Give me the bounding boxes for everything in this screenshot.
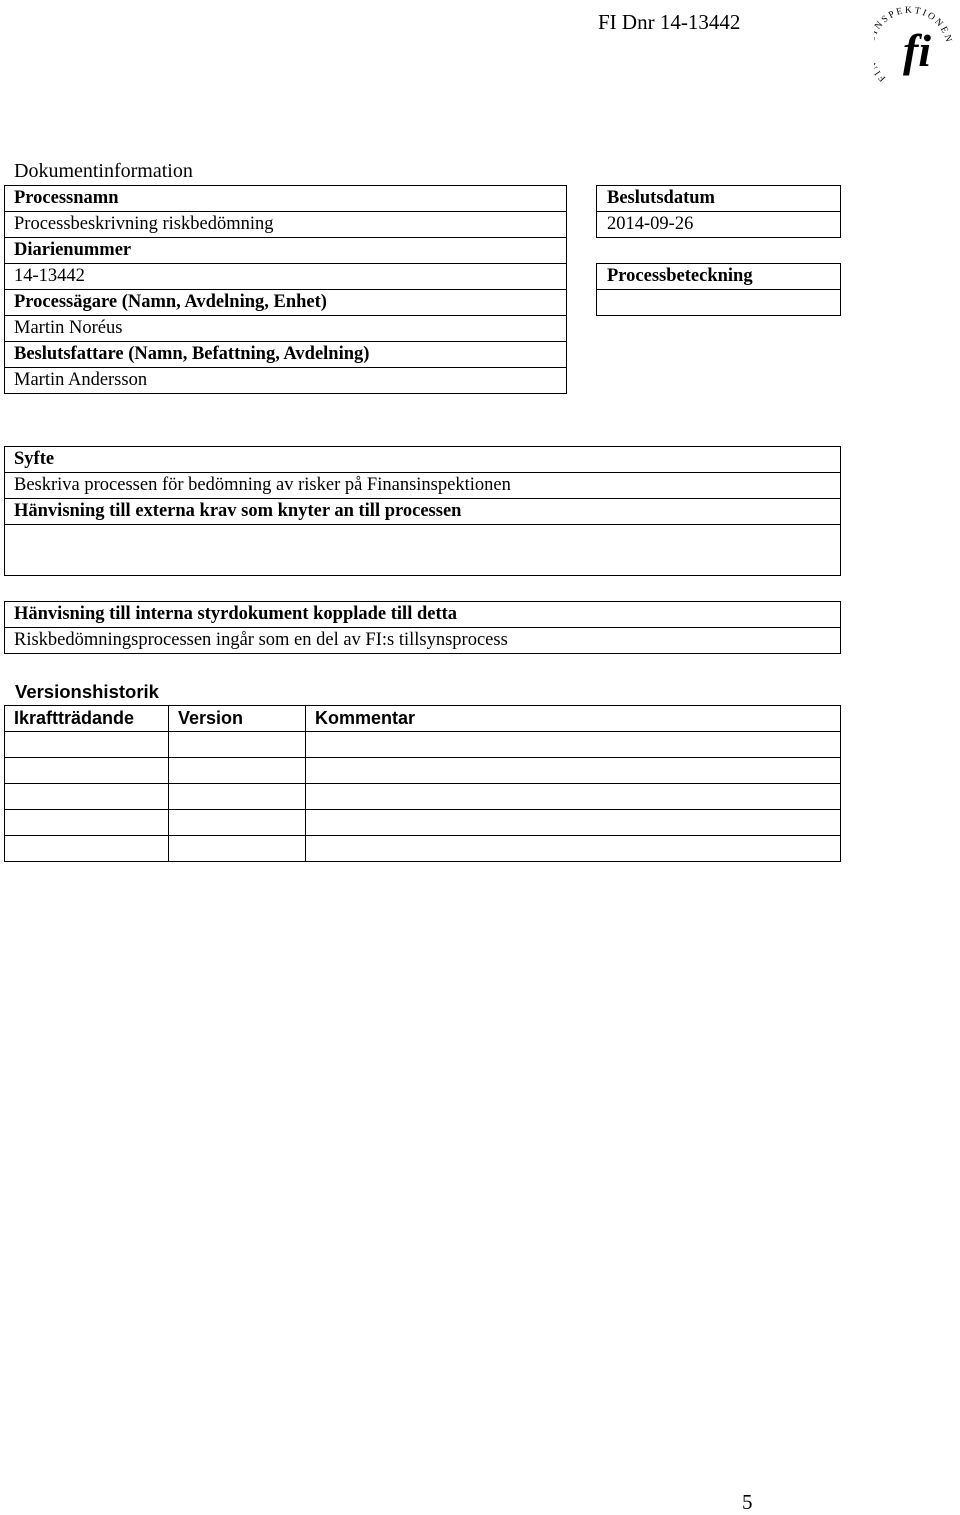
decision-maker-label: Beslutsfattare (Namn, Befattning, Avdelning): [5, 342, 567, 368]
process-owner-label: Processägare (Namn, Avdelning, Enhet): [5, 290, 567, 316]
table-cell: [169, 758, 306, 784]
decision-maker-value: Martin Andersson: [5, 368, 567, 394]
table-cell: [306, 732, 841, 758]
table-cell: [5, 836, 169, 862]
external-requirements-value: [5, 525, 841, 576]
column-header-comment: Kommentar: [306, 706, 841, 732]
internal-documents-label: Hänvisning till interna styrdokument kopplade till detta: [5, 602, 841, 628]
version-history-table: [4, 705, 841, 862]
table-cell: [306, 836, 841, 862]
column-header-version: Version: [169, 706, 306, 732]
logo-ring-text: F NSPEKTIONEN: [874, 5, 954, 84]
purpose-value: Beskriva processen för bedömning av risker på Finansinspektionen: [5, 473, 841, 499]
table-cell: [5, 810, 169, 836]
decision-date-value: 2014-09-26: [597, 212, 841, 238]
diary-number-value: 14-13442: [5, 264, 567, 290]
table-row: [5, 810, 841, 836]
table-spacer: [597, 238, 841, 264]
table-cell: [306, 810, 841, 836]
process-designation-label: Processbeteckning: [597, 264, 841, 290]
version-history-header-row: [5, 706, 841, 732]
table-cell: [169, 810, 306, 836]
table-cell: [169, 784, 306, 810]
document-info-title: Dokumentinformation: [14, 160, 193, 182]
process-owner-value: Martin Noréus: [5, 316, 567, 342]
table-cell: [5, 784, 169, 810]
table-row: [5, 836, 841, 862]
table-cell: [169, 836, 306, 862]
table-cell: [5, 732, 169, 758]
document-number: FI Dnr 14-13442: [598, 10, 741, 34]
decision-info-table: [596, 185, 841, 316]
table-row: [5, 784, 841, 810]
table-cell: [5, 758, 169, 784]
process-designation-value: [597, 290, 841, 316]
version-history-title: Versionshistorik: [15, 681, 159, 702]
process-name-value: Processbeskrivning riskbedömning: [5, 212, 567, 238]
column-header-effective-date: Ikraftträdande: [5, 706, 169, 732]
process-info-table: [4, 185, 567, 394]
table-row: [5, 732, 841, 758]
fi-logo: [874, 0, 960, 86]
table-cell: [169, 732, 306, 758]
table-row: [5, 758, 841, 784]
diary-number-label: Diarienummer: [5, 238, 567, 264]
logo-mark: fi: [902, 25, 932, 76]
internal-documents-table: [4, 601, 841, 654]
internal-documents-value: Riskbedömningsprocessen ingår som en del av FI:s tillsynsprocess: [5, 628, 841, 654]
page-number: 5: [742, 1490, 753, 1514]
decision-date-label: Beslutsdatum: [597, 186, 841, 212]
process-name-label: Processnamn: [5, 186, 567, 212]
table-cell: [306, 784, 841, 810]
table-cell: [306, 758, 841, 784]
purpose-label: Syfte: [5, 447, 841, 473]
external-requirements-label: Hänvisning till externa krav som knyter an till processen: [5, 499, 841, 525]
purpose-table: [4, 446, 841, 576]
